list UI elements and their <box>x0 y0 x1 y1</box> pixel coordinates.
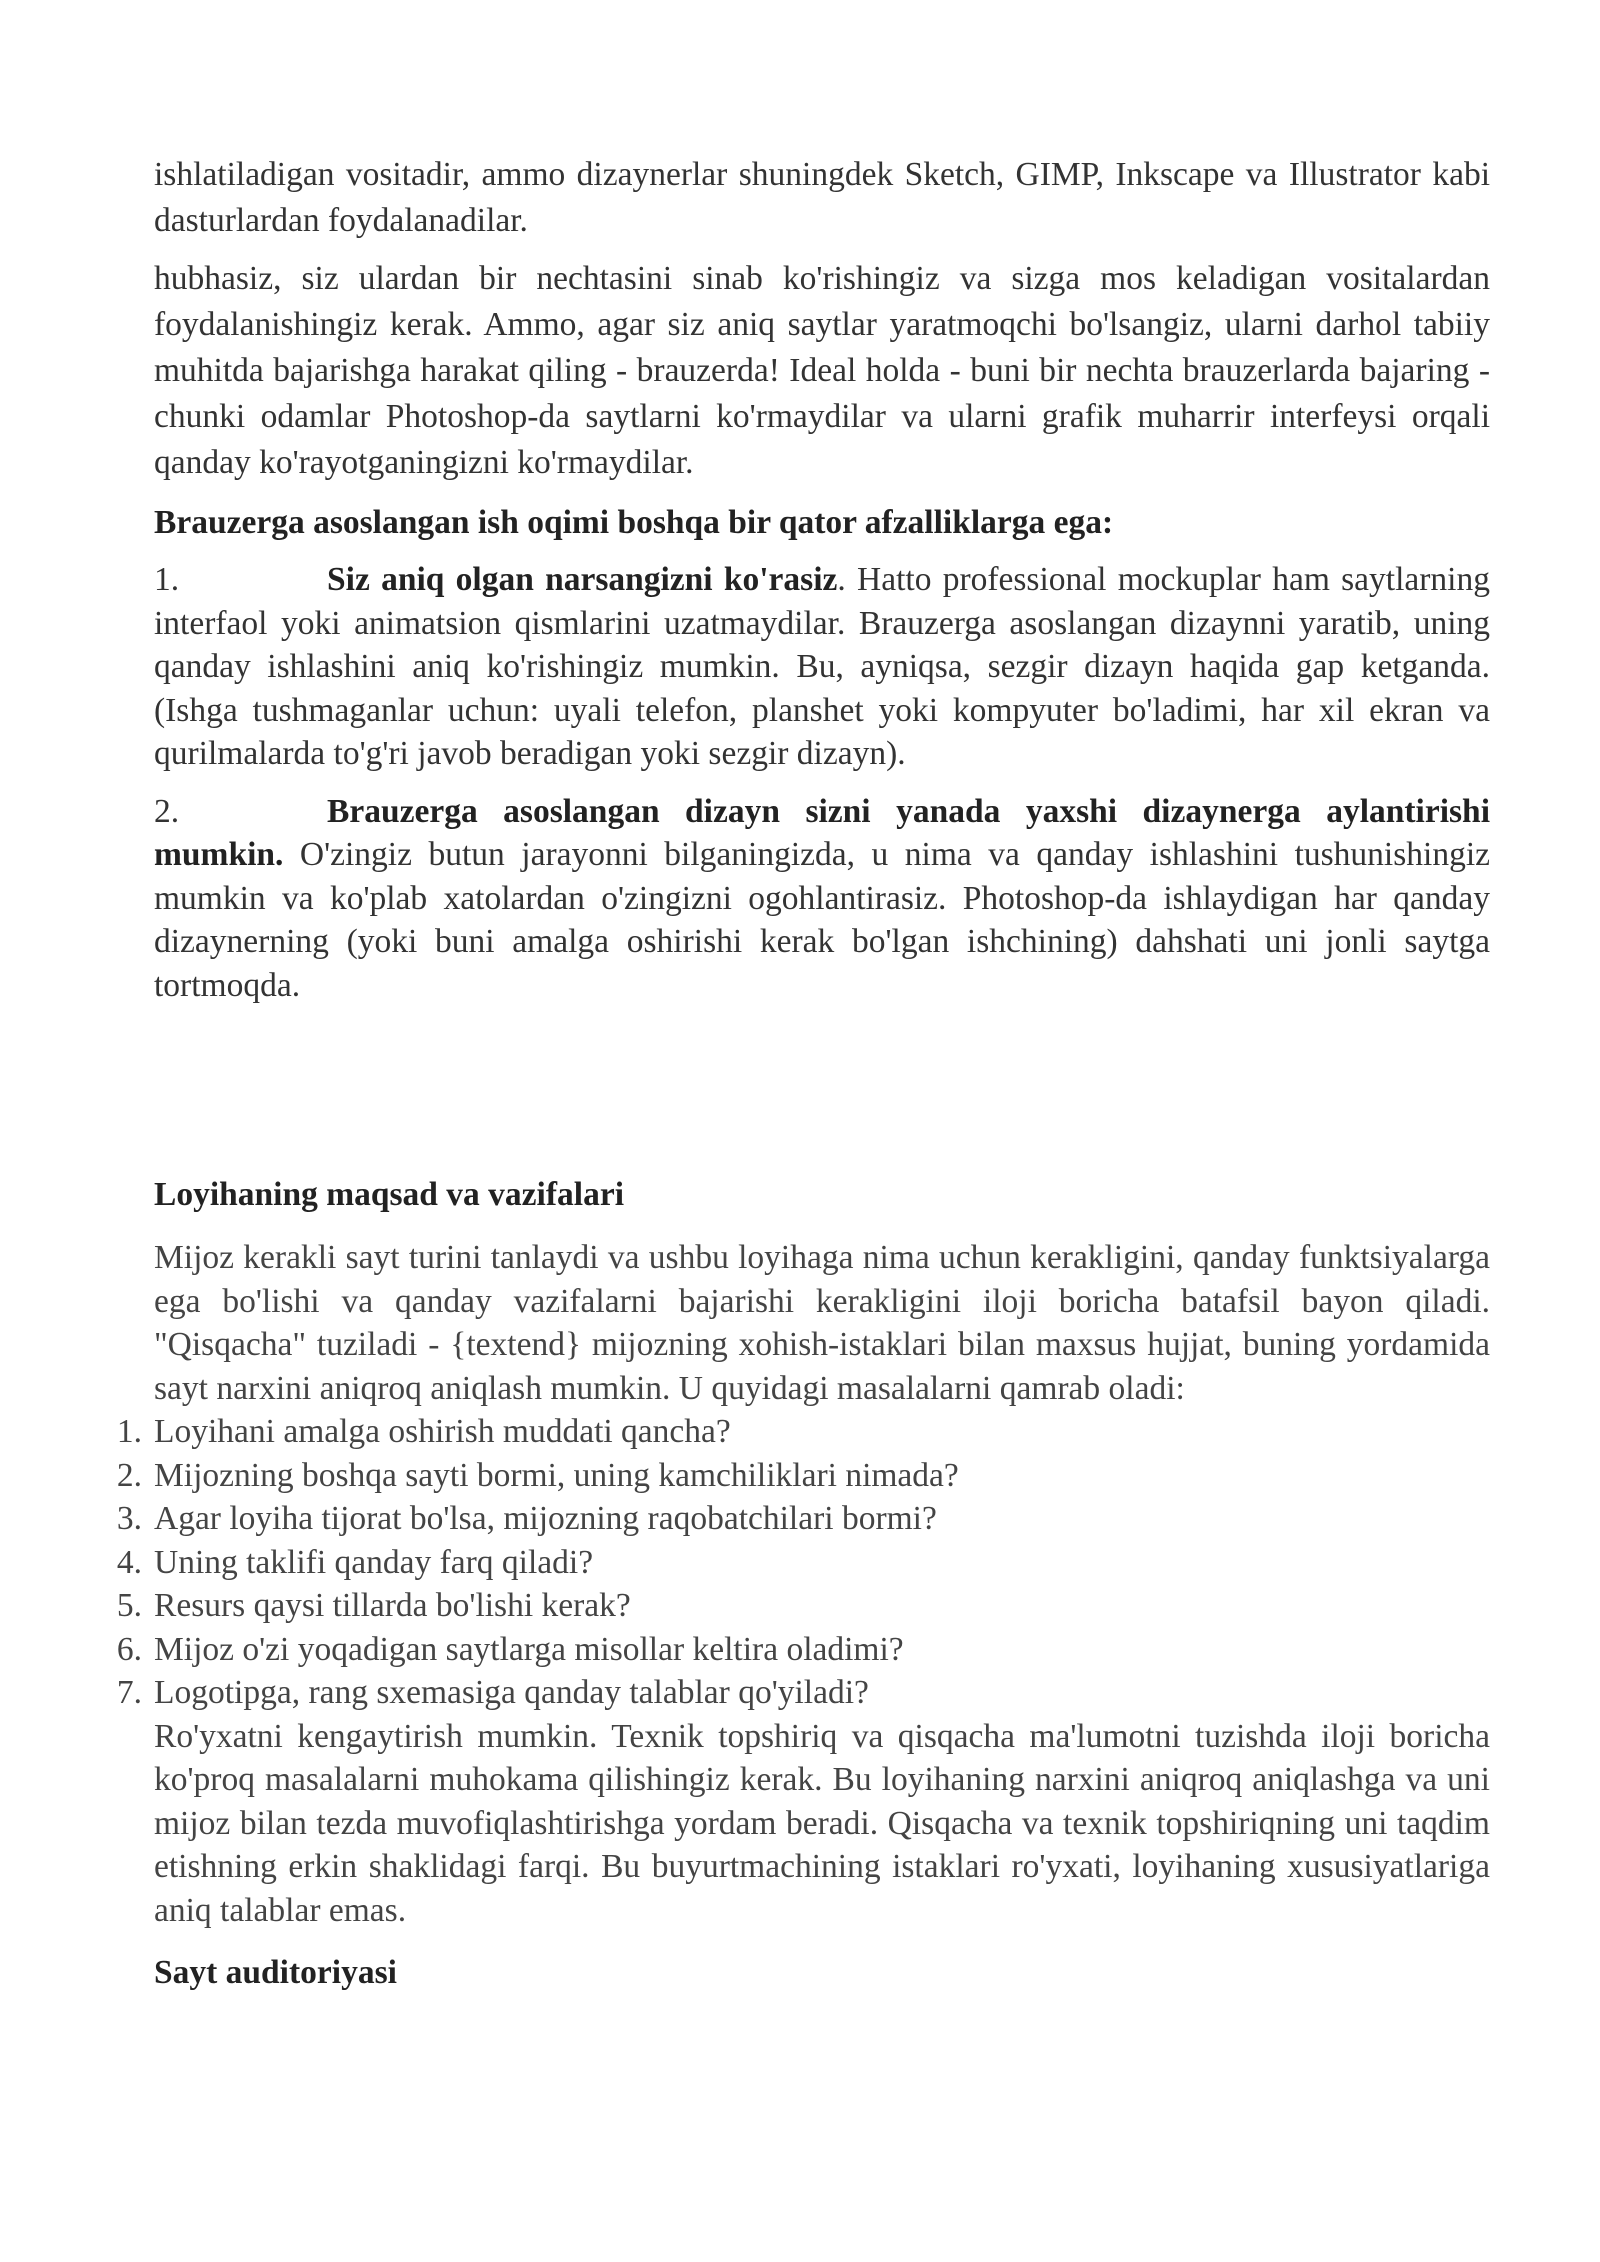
paragraph-goals-outro: Ro'yxatni kengaytirish mumkin. Texnik topshiriq va qisqacha ma'lumotni tuzishda iloji boricha ko'proq masalalarni muhokama qilishingiz kerak. Bu loyihaning narxini aniqroq aniqlashga va uni mijoz bilan tezda muvofiqlashtirishga yordam beradi. Qisqacha va texnik topshiriqning uni taqdim etishning erkin shaklidagi farqi. Bu buyurtmachining istaklari ro'yxati, loyihaning xususiyatlariga aniq talablar emas. <box>154 1717 1490 1929</box>
list-number: 6. <box>116 1630 142 1668</box>
list-text: Agar loyiha tijorat bo'lsa, mijozning raqobatchilari bormi? <box>154 1500 937 1537</box>
advantage-item-2 <box>154 790 1490 1008</box>
list-text: Uning taklifi qanday farq qiladi? <box>154 1543 594 1581</box>
list-text: Mijozning boshqa sayti bormi, uning kamchiliklari nimada? <box>154 1456 959 1494</box>
list-item <box>116 1628 1490 1672</box>
questions-list <box>116 1410 1490 1715</box>
list-item <box>116 1497 1490 1541</box>
list-item <box>116 1541 1490 1585</box>
list-text: Resurs qaysi tillarda bo'lishi kerak? <box>154 1587 631 1624</box>
advantage-title: Brauzerga asoslangan dizayn sizni yanada yaxshi dizaynerga aylantirishi mumkin. <box>154 792 1490 873</box>
advantage-text: O'zingiz butun jarayonni bilganingizda, u nima va qanday ishlashini tushunishingiz mumkin va ko'plab xatolardan o'zingizni ogohlantirasiz. Photoshop-da ishlaydigan har qanday dizaynerning (yoki buni amalga oshirishi kerak bo'lgan ishchining) dahshati uni jonli saytga tortmoqda. <box>154 836 1490 1004</box>
paragraph-goals-intro: Mijoz kerakli sayt turini tanlaydi va ushbu loyihaga nima uchun kerakligini, qanday funktsiyalarga ega bo'lishi va qanday vazifalarni bajarishi kerakligini iloji boricha batafsil bayon qiladi. "Qisqacha" tuziladi - {textend} mijozning xohish-istaklari bilan maxsus hujjat, buning yordamida sayt narxini aniqroq aniqlash mumkin. U quyidagi masalalarni qamrab oladi: <box>154 1239 1490 1407</box>
list-item <box>116 1410 1490 1454</box>
list-item <box>116 1584 1490 1628</box>
paragraph-tools: ishlatiladigan vositadir, ammo dizaynerlar shuningdek Sketch, GIMP, Inkscape va Illustrator kabi dasturlardan foydalanadilar. <box>154 156 1490 239</box>
list-number: 4. <box>116 1543 142 1581</box>
advantage-number: 2. <box>154 792 180 830</box>
advantage-item-1 <box>154 558 1490 776</box>
list-text: Logotipga, rang sxemasiga qanday talablar qo'yiladi? <box>154 1674 869 1711</box>
list-number: 7. <box>116 1674 142 1711</box>
advantage-number: 1. <box>154 561 180 598</box>
list-number: 3. <box>116 1500 142 1537</box>
list-number: 5. <box>116 1587 142 1624</box>
list-item <box>116 1671 1490 1715</box>
heading-audience: Sayt auditoriyasi <box>154 1954 397 1991</box>
document-page <box>116 152 1490 1996</box>
heading-advantages: Brauzerga asoslangan ish oqimi boshqa bir qator afzalliklarga ega: <box>154 504 1114 541</box>
list-text: Loyihani amalga oshirish muddati qancha? <box>154 1413 731 1450</box>
list-number: 2. <box>116 1456 142 1494</box>
list-item <box>116 1454 1490 1498</box>
heading-goals: Loyihaning maqsad va vazifalari <box>154 1176 624 1213</box>
list-text: Mijoz o'zi yoqadigan saytlarga misollar keltira oladimi? <box>154 1630 904 1668</box>
advantage-text: . Hatto professional mockuplar ham saytlarning interfaol yoki animatsion qismlarini uzatmaydilar. Brauzerga asoslangan dizaynni yaratib, uning qanday ishlashini aniq ko'rishingiz mumkin. Bu, ayniqsa, sezgir dizayn haqida gap ketganda. (Ishga tushmaganlar uchun: uyali telefon, planshet yoki kompyuter bo'ladimi, har xil ekran va qurilmalarda to'g'ri javob beradigan yoki sezgir dizayn). <box>154 561 1490 772</box>
list-number: 1. <box>116 1413 142 1450</box>
advantage-title: Siz aniq olgan narsangizni ko'rasiz <box>327 561 838 598</box>
paragraph-browser: hubhasiz, siz ulardan bir nechtasini sinab ko'rishingiz va sizga mos keladigan vositalardan foydalanishingiz kerak. Ammo, agar siz aniq saytlar yaratmoqchi bo'lsangiz, ularni darhol tabiiy muhitda bajarishga harakat qiling - brauzerda! Ideal holda - buni bir nechta brauzerlarda bajaring - chunki odamlar Photoshop-da saytlarni ko'rmaydilar va ularni grafik muharrir interfeysi orqali qanday ko'rayotganingizni ko'rmaydilar. <box>154 260 1490 481</box>
